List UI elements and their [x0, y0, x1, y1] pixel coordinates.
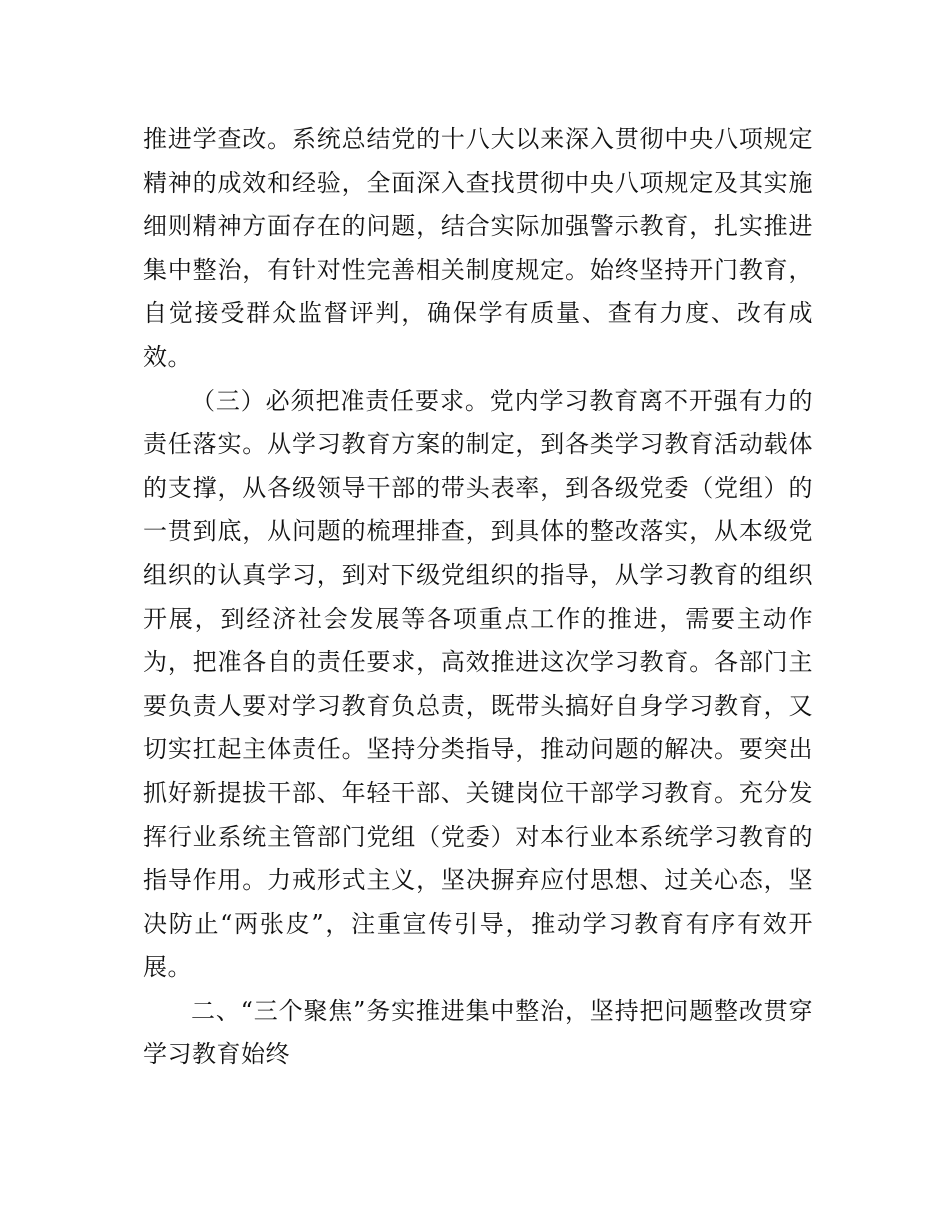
- document-body: [143, 118, 813, 1077]
- section-heading-two: 二、“三个聚焦”务实推进集中整治，坚持把问题整改贯穿学习教育始终: [143, 996, 813, 1069]
- paragraph-section-three: （三）必须把准责任要求。党内学习教育离不开强有力的责任落实。从学习教育方案的制定，到各类学习教育活动载体的支撑，从各级领导干部的带头表率，到各级党委（党组）的一贯到底，从问题的梳理排查，到具体的整改落实，从本级党组织的认真学习，到对下级党组织的指导，从学习教育的组织开展，到经济社会发展等各项重点工作的推进，需要主动作为，把准各自的责任要求，高效推进这次学习教育。各部门主要负责人要对学习教育负总责，既带头搞好自身学习教育，又切实扛起主体责任。坚持分类指导，推动问题的解决。要突出抓好新提拔干部、年轻干部、关键岗位干部学习教育。充分发挥行业系统主管部门党组（党委）对本行业本系统学习教育的指导作用。力戒形式主义，坚决摒弃应付思想、过关心态，坚决防止“两张皮”，注重宣传引导，推动学习教育有序有效开展。: [143, 386, 813, 982]
- paragraph-continuation: 推进学查改。系统总结党的十八大以来深入贯彻中央八项规定精神的成效和经验，全面深入查找贯彻中央八项规定及其实施细则精神方面存在的问题，结合实际加强警示教育，扎实推进集中整治，有针对性完善相关制度规定。始终坚持开门教育，自觉接受群众监督评判，确保学有质量、查有力度、改有成效。: [143, 125, 813, 371]
